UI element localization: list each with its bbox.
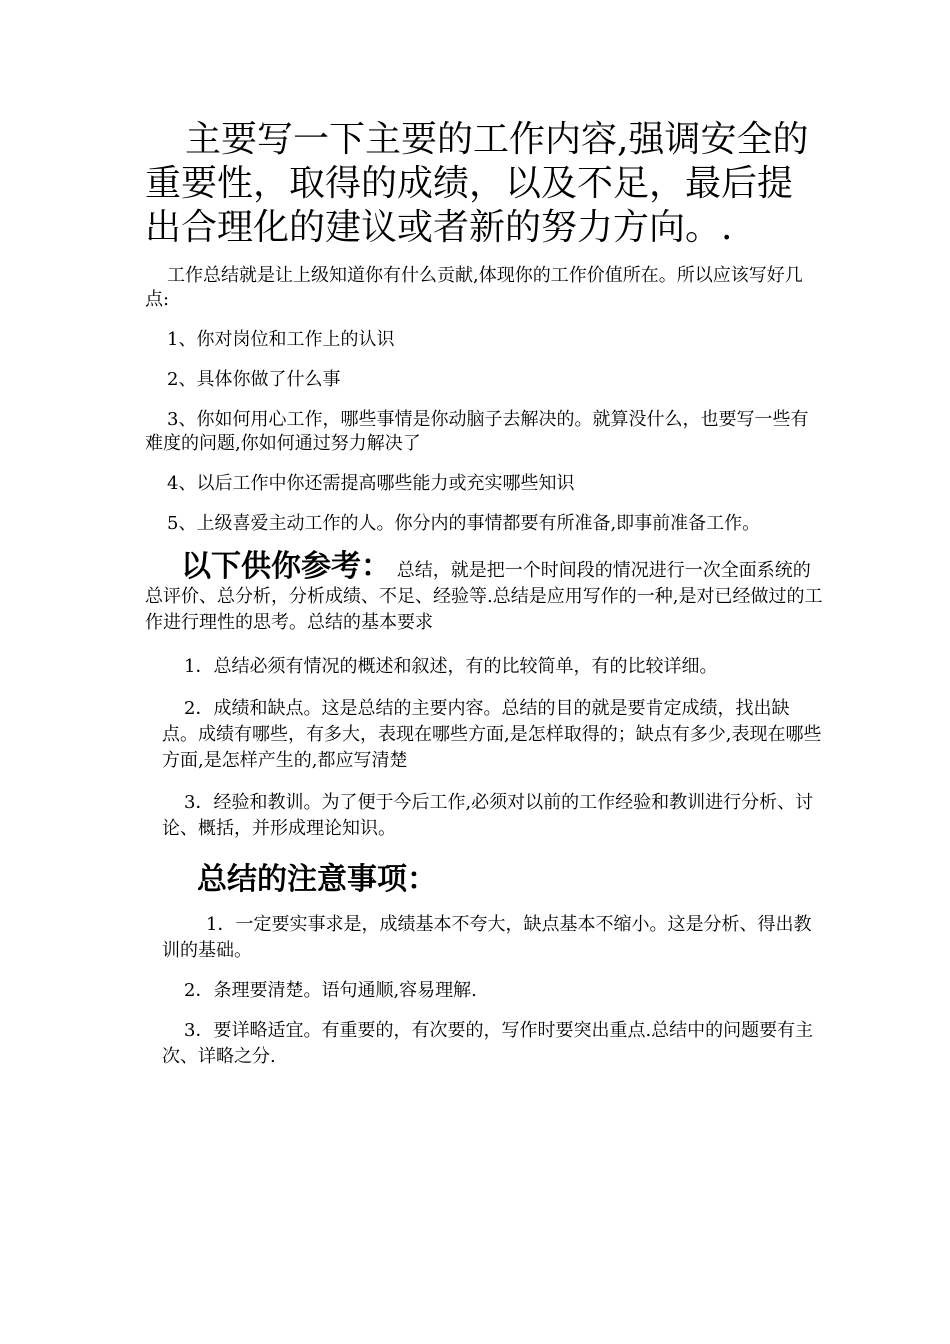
requirement-item-1: 1．总结必须有情况的概述和叙述，有的比较简单，有的比较详细。 [184,656,718,677]
reference-heading: 以下供你参考： [181,549,391,584]
document-title: 主要写一下主要的工作内容,强调安全的重要性，取得的成绩，以及不足，最后提出合理化的建议或者新的努力方向。. [145,119,809,248]
point-item-5: 5、上级喜爱主动工作的人。你分内的事情都要有所准备,即事前准备工作。 [167,513,761,534]
document-page [145,118,825,1070]
requirement-item-3: 3．经验和教训。为了便于今后工作,必须对以前的工作经验和教训进行分析、讨论、概括，并形成理论知识。 [162,792,814,839]
note-item-3: 3．要详略适宜。有重要的，有次要的，写作时要突出重点.总结中的问题要有主次、详略之分. [162,1020,814,1067]
reference-paragraph [145,549,825,636]
point-item-4: 4、以后工作中你还需提高哪些能力或充实哪些知识 [167,473,575,494]
reference-body: 总结，就是把一个时间段的情况进行一次全面系统的总评价、总分析，分析成绩、不足、经验等.总结是应用写作的一种,是对已经做过的工作进行理性的思考。总结的基本要求 [145,560,823,633]
point-item-2: 2、具体你做了什么事 [167,369,341,390]
requirement-item-2: 2．成绩和缺点。这是总结的主要内容。总结的目的就是要肯定成绩，找出缺点。成绩有哪些，有多大，表现在哪些方面,是怎样取得的；缺点有多少,表现在哪些方面,是怎样产生的,都应写清楚 [162,698,822,771]
note-item-2: 2．条理要清楚。语句通顺,容易理解. [184,980,477,1001]
point-item-1: 1、你对岗位和工作上的认识 [167,329,395,350]
notes-heading: 总结的注意事项： [197,862,437,897]
point-item-3: 3、你如何用心工作，哪些事情是你动脑子去解决的。就算没什么，也要写一些有难度的问题,你如何通过努力解决了 [145,409,809,454]
intro-paragraph: 工作总结就是让上级知道你有什么贡献,体现你的工作价值所在。所以应该写好几点: [145,265,803,310]
note-item-1: 1．一定要实事求是，成绩基本不夸大，缺点基本不缩小。这是分析、得出教训的基础。 [162,914,812,961]
